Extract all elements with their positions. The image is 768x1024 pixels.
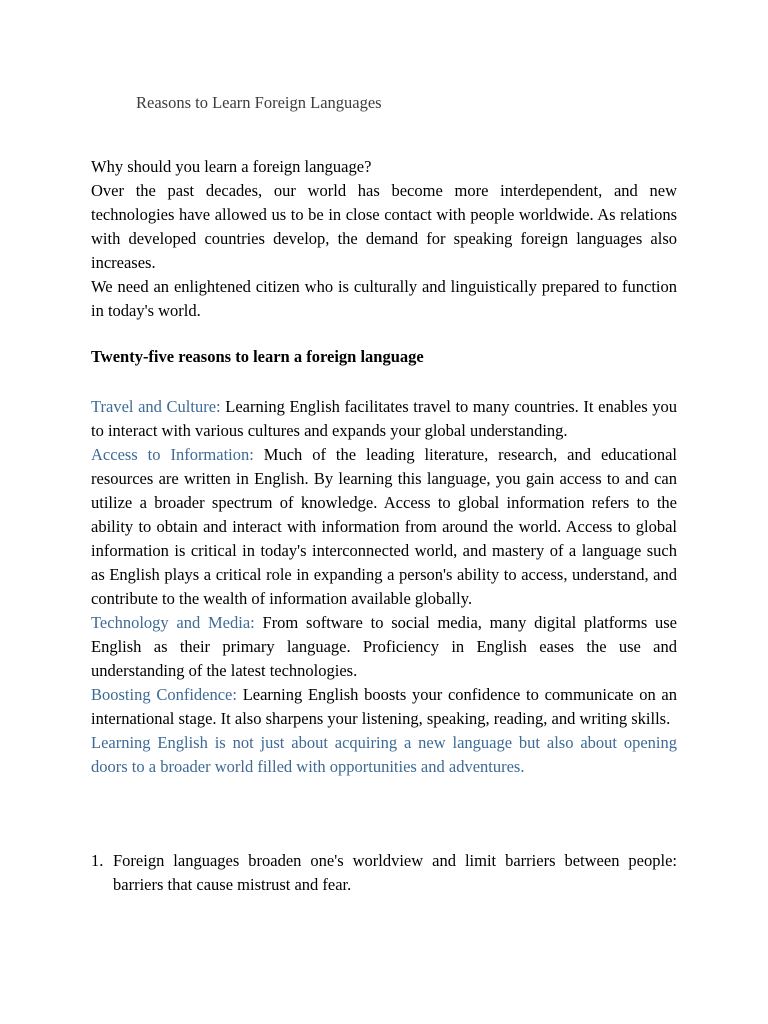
list-item — [91, 849, 677, 897]
reason-text: Much of the leading literature, research, and educational resources are written in English. By learning this language, you gain access to and can utilize a broader spectrum of knowledge. Access to global information refers to the ability to obtain and interact with information from around the world. Access to global information is critical in today's interconnected world, and mastery of a language such as English plays a critical role in expanding a person's ability to access, understand, and contribute to the wealth of information available globally. — [91, 445, 677, 608]
reason-text: From software to social media, many digital platforms use English as their primary language. Proficiency in English eases the use and understanding of the latest technologies. — [91, 613, 678, 680]
reason-paragraph — [91, 611, 677, 683]
reason-label: Technology and Media: — [91, 613, 255, 632]
reasons-section — [91, 395, 677, 779]
reason-paragraph — [91, 395, 677, 443]
numbered-list — [91, 849, 677, 897]
reason-label: Travel and Culture: — [91, 397, 221, 416]
reason-paragraph — [91, 683, 677, 731]
reason-label: Access to Information: — [91, 445, 254, 464]
list-item-text: Foreign languages broaden one's worldview and limit barriers between people: barriers that cause mistrust and fear. — [113, 851, 677, 894]
list-item-number: 1. — [91, 851, 104, 870]
section-heading: Twenty-five reasons to learn a foreign language — [91, 347, 424, 366]
reason-label: Boosting Confidence: — [91, 685, 237, 704]
document-title: Reasons to Learn Foreign Languages — [136, 93, 382, 112]
intro-paragraph: Over the past decades, our world has become more interdependent, and new technologies have allowed us to be in close contact with people worldwide. As relations with developed countries develop, the demand for speaking foreign languages also increases. — [91, 181, 677, 272]
reason-text: Learning English boosts your confidence to communicate on an international stage. It also sharpens your listening, speaking, reading, and writing skills. — [91, 685, 678, 728]
intro-question: Why should you learn a foreign language? — [91, 157, 372, 176]
intro-section — [91, 155, 677, 323]
reason-text: Learning English facilitates travel to many countries. It enables you to interact with various cultures and expands your global understanding. — [91, 397, 677, 440]
closing-statement: Learning English is not just about acquiring a new language but also about opening doors to a broader world filled with opportunities and adventures. — [91, 733, 677, 776]
intro-paragraph: We need an enlightened citizen who is culturally and linguistically prepared to function in today's world. — [91, 277, 677, 320]
reason-paragraph — [91, 443, 677, 611]
